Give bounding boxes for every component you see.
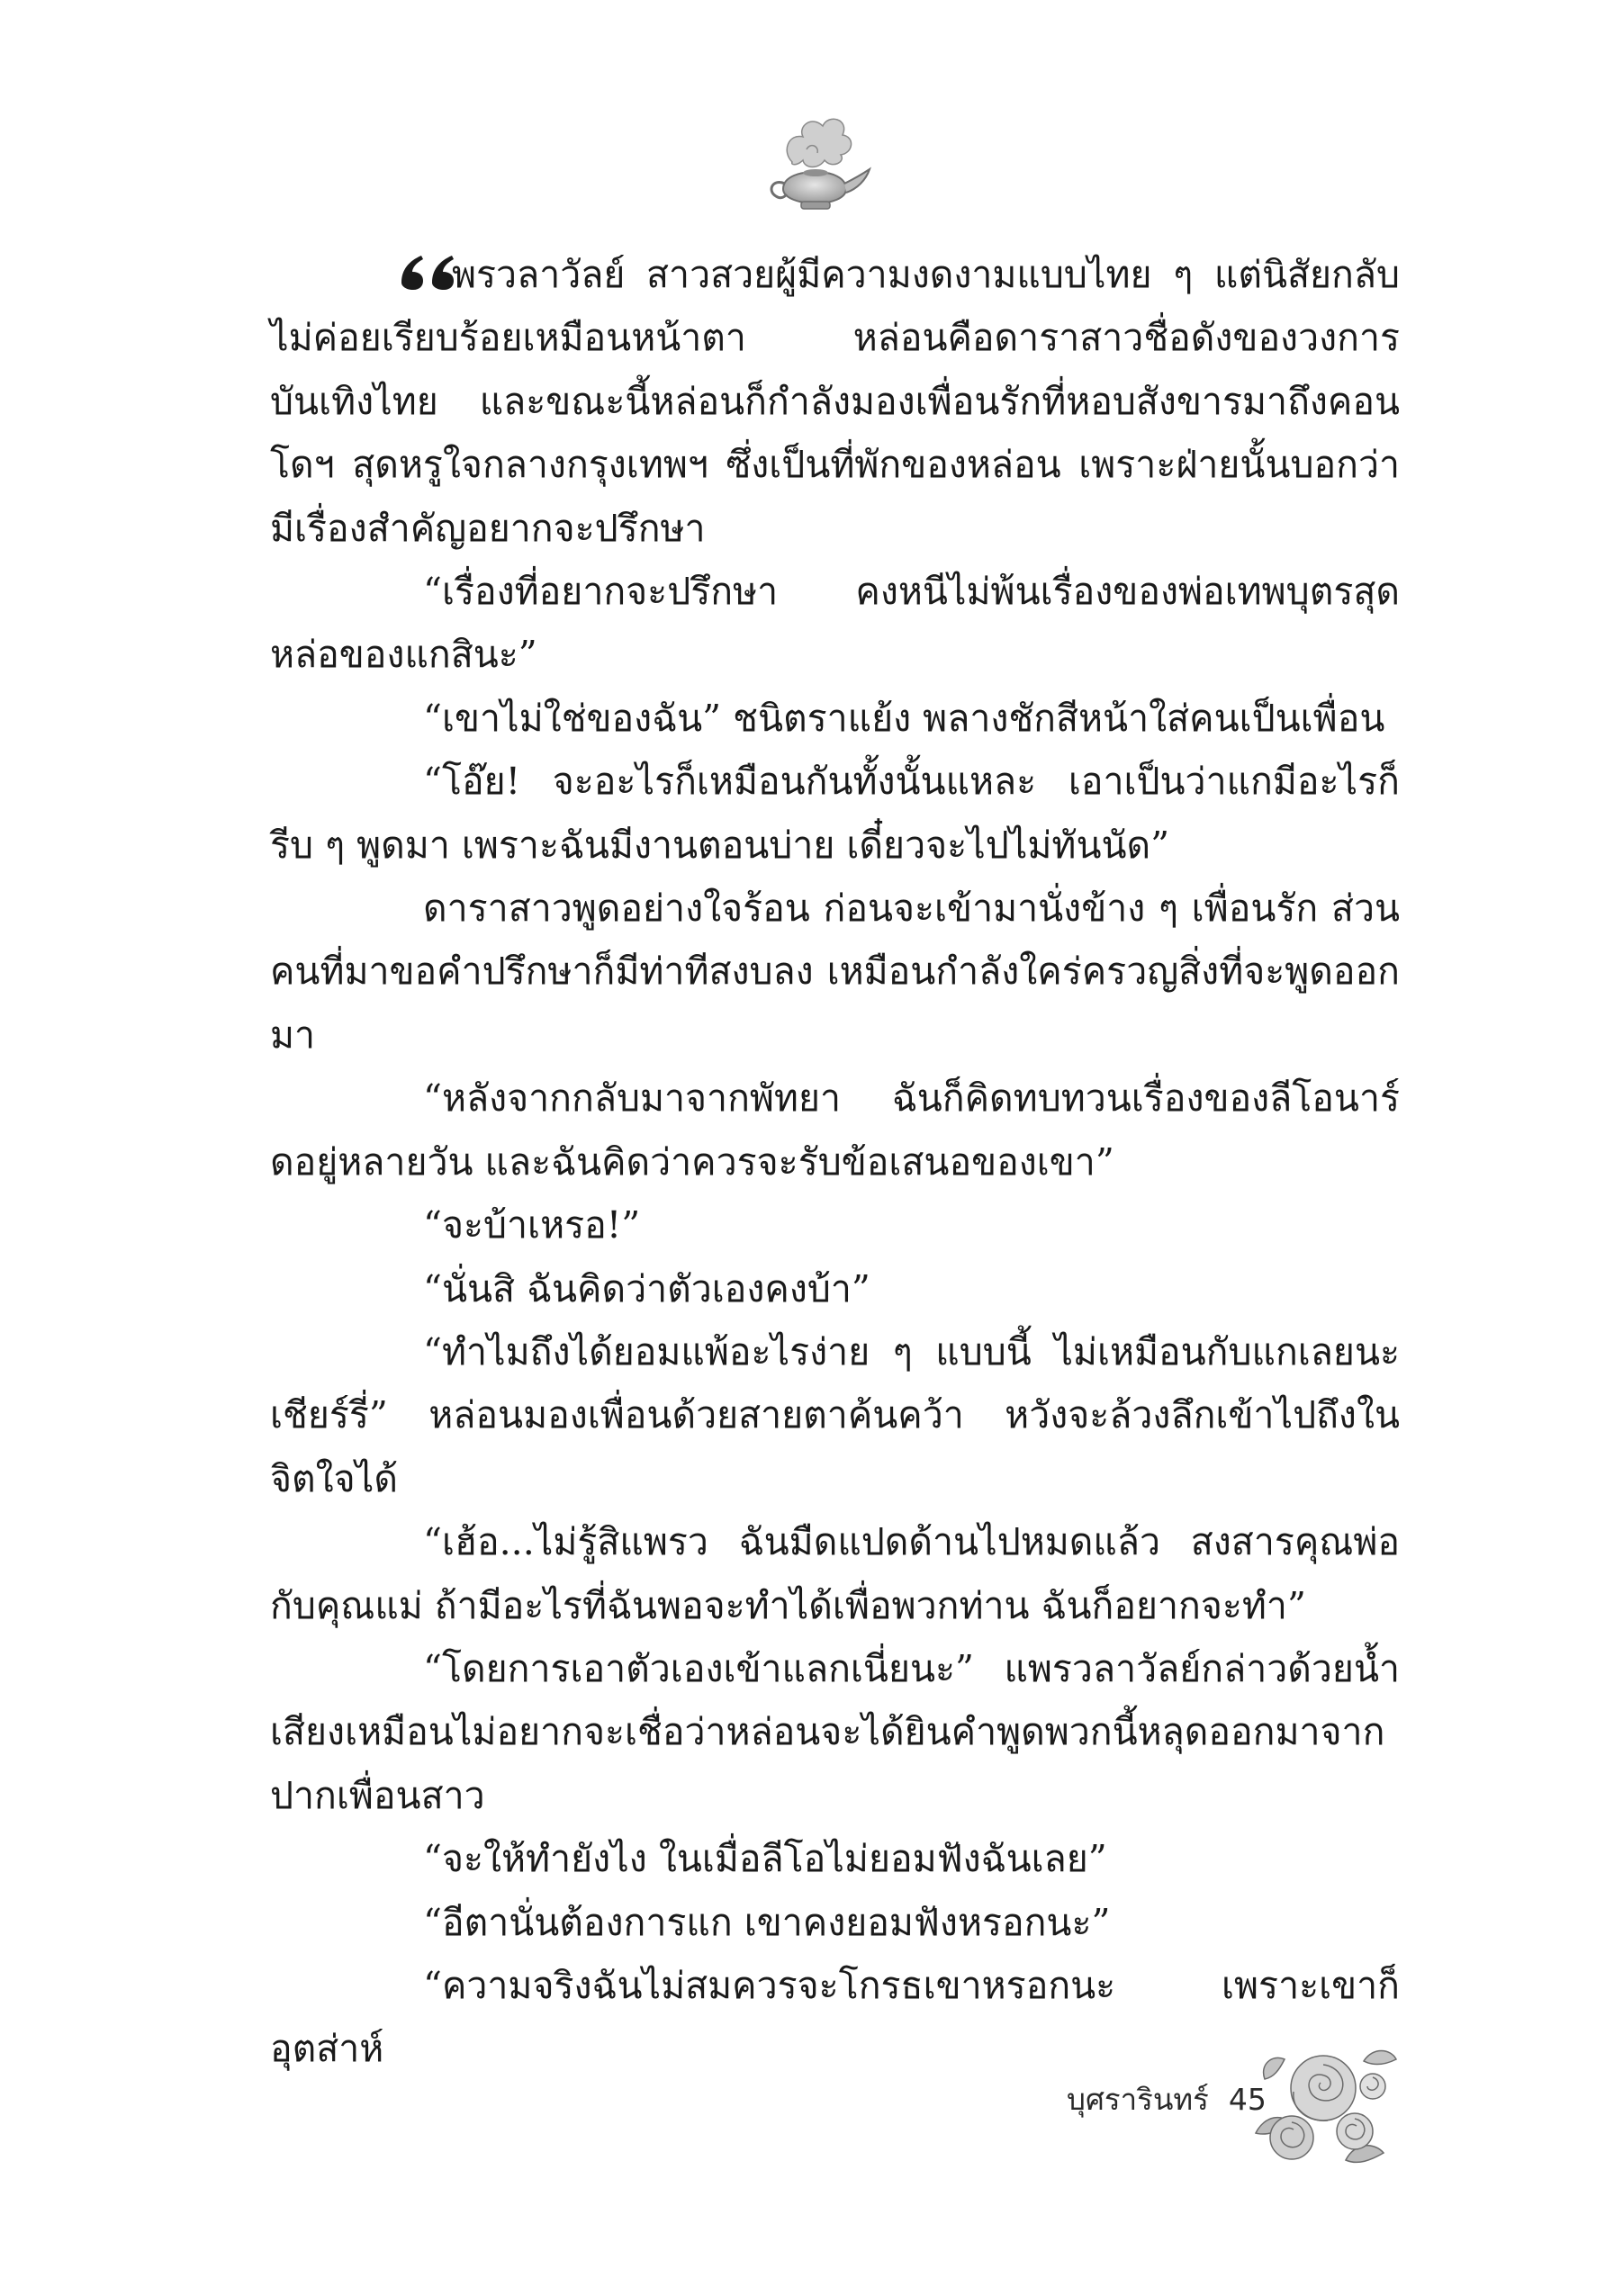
page-footer — [1067, 2075, 1267, 2123]
paragraph: “จะบ้าเหรอ!” — [423, 1203, 641, 1247]
paragraph: “นั่นสิ ฉันคิดว่าตัวเองคงบ้า” — [423, 1266, 870, 1310]
paragraph: “จะให้ทำยังไง ในเมื่อลีโอไม่ยอมฟังฉันเลย” — [423, 1837, 1107, 1881]
opening-quote-icon — [396, 234, 459, 297]
paragraph: “โดยการเอาตัวเองเข้าแลกเนี่ยนะ” แพรวลาวัลย์กล่าวด้วยน้ำเสียงเหมือนไม่อยากจะเชื่อว่าหล่อนจะได้ยินคำพูดพวกนี้หลุดออกมาจากปากเพื่อนสาว — [270, 1646, 1400, 1817]
paragraph: “ความจริงฉันไม่สมควรจะโกรธเขาหรอกนะ เพราะเขาก็อุตส่าห์ — [270, 1963, 1400, 2071]
author-name: บุศรารินทร์ — [1067, 2082, 1209, 2117]
paragraph: “โอ๊ย! จะอะไรก็เหมือนกันทั้งนั้นแหละ เอาเป็นว่าแกมีอะไรก็รีบ ๆ พูดมา เพราะฉันมีงานตอนบ่าย เดี๋ยวจะไปไม่ทันนัด” — [270, 760, 1400, 867]
paragraph: ดาราสาวพูดอย่างใจร้อน ก่อนจะเข้ามานั่งข้าง ๆ เพื่อนรัก ส่วนคนที่มาขอคำปรึกษาก็มีท่าทีสงบลง เหมือนกำลังใคร่ครวญสิ่งที่จะพูดออกมา — [270, 887, 1400, 1057]
page-number: 45 — [1228, 2082, 1267, 2117]
paragraph: “หลังจากกลับมาจากพัทยา ฉันก็คิดทบทวนเรื่องของลีโอนาร์ดอยู่หลายวัน และฉันคิดว่าควรจะรับข้อเสนอของเขา” — [270, 1076, 1400, 1184]
first-paragraph — [270, 243, 1400, 560]
story-text — [270, 243, 1400, 2071]
paragraph: “เขาไม่ใช่ของฉัน” ชนิตราแย้ง พลางชักสีหน้าใส่คนเป็นเพื่อน — [423, 696, 1385, 740]
paragraph: “อีตานั่นต้องการแก เขาคงยอมฟังหรอกนะ” — [423, 1900, 1111, 1944]
paragraph: “ทำไมถึงได้ยอมแพ้อะไรง่าย ๆ แบบนี้ ไม่เหมือนกับแกเลยนะเชียร์รี่” หล่อนมองเพื่อนด้วยสายตาค้นคว้า หวังจะล้วงลึกเข้าไปถึงในจิตใจได้ — [270, 1329, 1400, 1500]
genie-lamp-icon — [756, 106, 873, 223]
paragraph: “เรื่องที่อยากจะปรึกษา คงหนีไม่พ้นเรื่องของพ่อเทพบุตรสุดหล่อของแกสินะ” — [270, 570, 1400, 677]
paragraph-text: พรวลาวัลย์ สาวสวยผู้มีความงดงามแบบไทย ๆ แต่นิสัยกลับไม่ค่อยเรียบร้อยเหมือนหน้าตา หล่อนคือดาราสาวชื่อดังของวงการบันเทิงไทย และขณะนี้หล่อนก็กำลังมองเพื่อนรักที่หอบสังขารมาถึงคอนโดฯ สุดหรูใจกลางกรุงเทพฯ ซึ่งเป็นที่พักของหล่อน เพราะฝ่ายนั้นบอกว่ามีเรื่องสำคัญอยากจะปรึกษา — [270, 253, 1400, 550]
paragraph: “เฮ้อ...ไม่รู้สิแพรว ฉันมืดแปดด้านไปหมดแล้ว สงสารคุณพ่อกับคุณแม่ ถ้ามีอะไรที่ฉันพอจะทำได้เพื่อพวกท่าน ฉันก็อยากจะทำ” — [270, 1520, 1400, 1627]
roses-icon — [1238, 2025, 1400, 2178]
